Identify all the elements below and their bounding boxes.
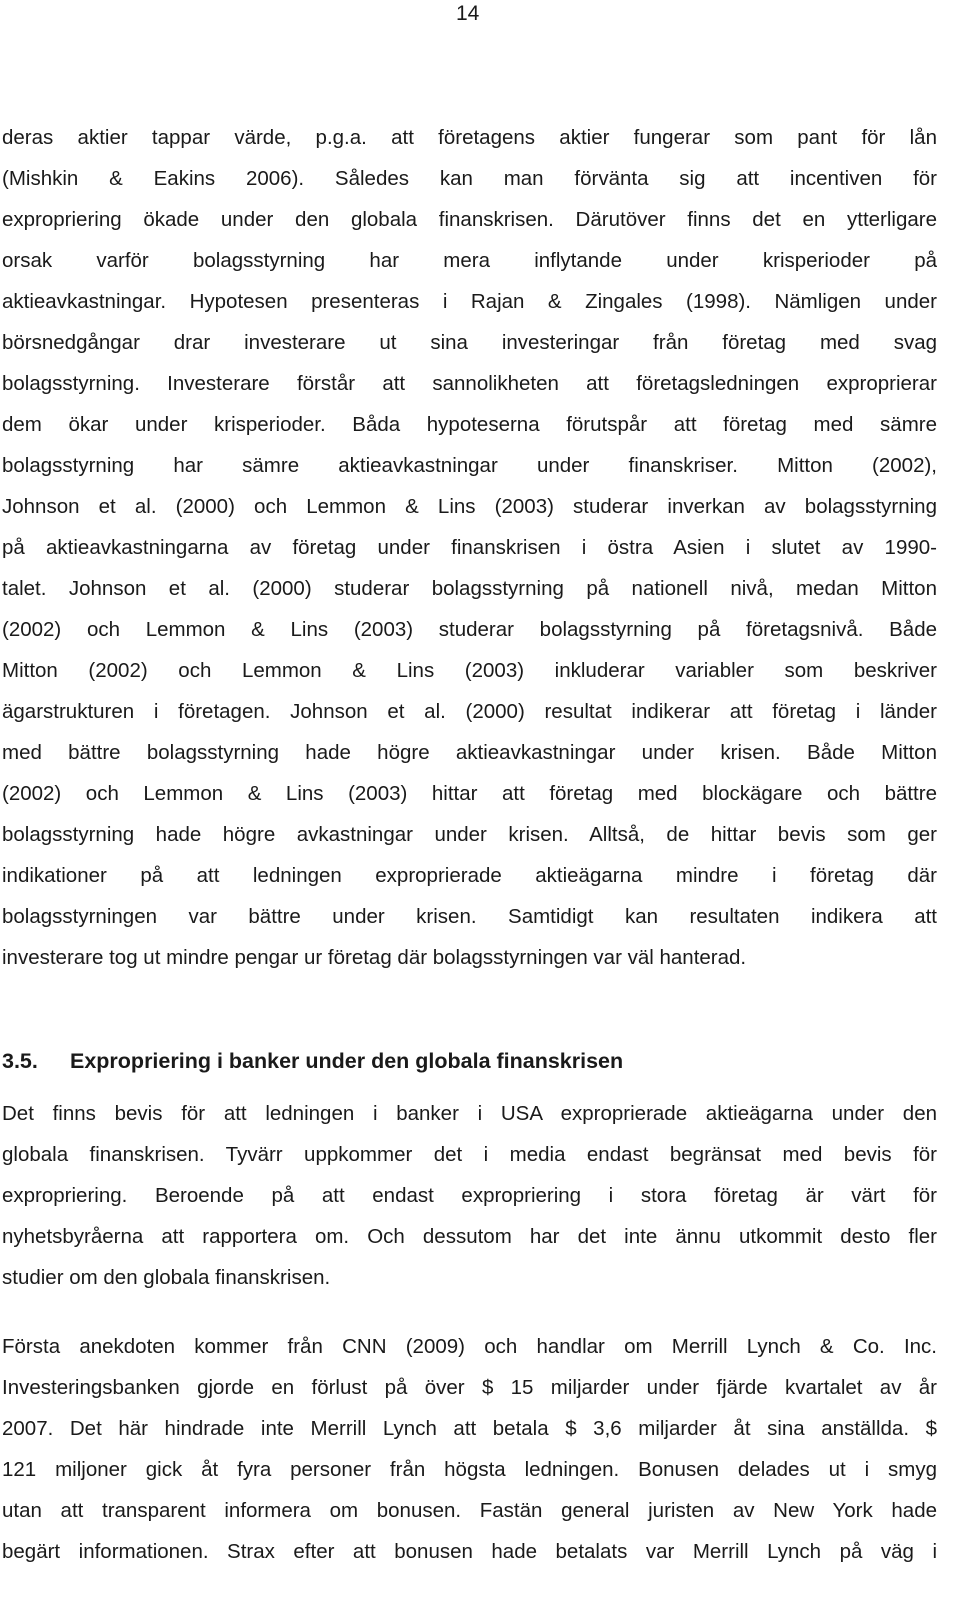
text-line: 2007. Det här hindrade inte Merrill Lynch att betala $ 3,6 miljarder åt sina anställda. $ (2, 1417, 937, 1440)
text-line: (2002) och Lemmon & Lins (2003) studerar bolagsstyrning på företagsnivå. Både (2, 618, 937, 641)
text-line: bolagsstyrning hade högre avkastningar under krisen. Alltså, de hittar bevis som ger (2, 823, 937, 846)
text-line: Johnson et al. (2000) och Lemmon & Lins (2003) studerar inverkan av bolagsstyrning (2, 495, 937, 518)
text-line: med bättre bolagsstyrning hade högre aktieavkastningar under krisen. Både Mitton (2, 741, 937, 764)
text-line: aktieavkastningar. Hypotesen presenteras i Rajan & Zingales (1998). Nämligen under (2, 290, 937, 313)
text-line: expropriering. Beroende på att endast expropriering i stora företag är värt för (2, 1184, 937, 1207)
section-number: 3.5. (2, 1049, 38, 1073)
text-line: nyhetsbyråerna att rapportera om. Och dessutom har det inte ännu utkommit desto fler (2, 1225, 937, 1248)
text-line: dem ökar under krisperioder. Båda hypoteserna förutspår att företag med sämre (2, 413, 937, 436)
text-line: bolagsstyrning. Investerare förstår att sannolikheten att företagsledningen exproprierar (2, 372, 937, 395)
text-line: bolagsstyrning har sämre aktieavkastningar under finanskriser. Mitton (2002), (2, 454, 937, 477)
text-line: talet. Johnson et al. (2000) studerar bolagsstyrning på nationell nivå, medan Mitton (2, 577, 937, 600)
text-line: bolagsstyrningen var bättre under krisen. Samtidigt kan resultaten indikera att (2, 905, 937, 928)
text-line: (Mishkin & Eakins 2006). Således kan man förvänta sig att incentiven för (2, 167, 937, 190)
text-line: deras aktier tappar värde, p.g.a. att företagens aktier fungerar som pant för lån (2, 126, 937, 149)
text-line: (2002) och Lemmon & Lins (2003) hittar att företag med blockägare och bättre (2, 782, 937, 805)
text-line: globala finanskrisen. Tyvärr uppkommer det i media endast begränsat med bevis för (2, 1143, 937, 1166)
text-line: studier om den globala finanskrisen. (2, 1266, 331, 1289)
text-line: expropriering ökade under den globala finanskrisen. Därutöver finns det en ytterligare (2, 208, 937, 231)
text-line: indikationer på att ledningen exproprierade aktieägarna mindre i företag där (2, 864, 937, 887)
text-line: på aktieavkastningarna av företag under finanskrisen i östra Asien i slutet av 1990- (2, 536, 937, 559)
text-line: börsnedgångar drar investerare ut sina investeringar från företag med svag (2, 331, 937, 354)
text-line: Investeringsbanken gjorde en förlust på över $ 15 miljarder under fjärde kvartalet av år (2, 1376, 937, 1399)
text-line: Första anekdoten kommer från CNN (2009) och handlar om Merrill Lynch & Co. Inc. (2, 1335, 937, 1358)
text-line: Det finns bevis för att ledningen i banker i USA exproprierade aktieägarna under den (2, 1102, 937, 1125)
section-title: Expropriering i banker under den globala finanskrisen (70, 1049, 624, 1073)
text-line: 121 miljoner gick åt fyra personer från högsta ledningen. Bonusen delades ut i smyg (2, 1458, 937, 1481)
page-number: 14 (456, 2, 480, 25)
text-line: begärt informationen. Strax efter att bonusen hade betalats var Merrill Lynch på väg i (2, 1540, 937, 1563)
text-line: utan att transparent informera om bonusen. Fastän general juristen av New York hade (2, 1499, 937, 1522)
text-line: Mitton (2002) och Lemmon & Lins (2003) inkluderar variabler som beskriver (2, 659, 937, 682)
section-heading (2, 1047, 623, 1075)
text-line: ägarstrukturen i företagen. Johnson et al. (2000) resultat indikerar att företag i länder (2, 700, 937, 723)
text-line: orsak varför bolagsstyrning har mera inflytande under krisperioder på (2, 249, 937, 272)
text-line: investerare tog ut mindre pengar ur företag där bolagsstyrningen var väl hanterad. (2, 946, 747, 969)
